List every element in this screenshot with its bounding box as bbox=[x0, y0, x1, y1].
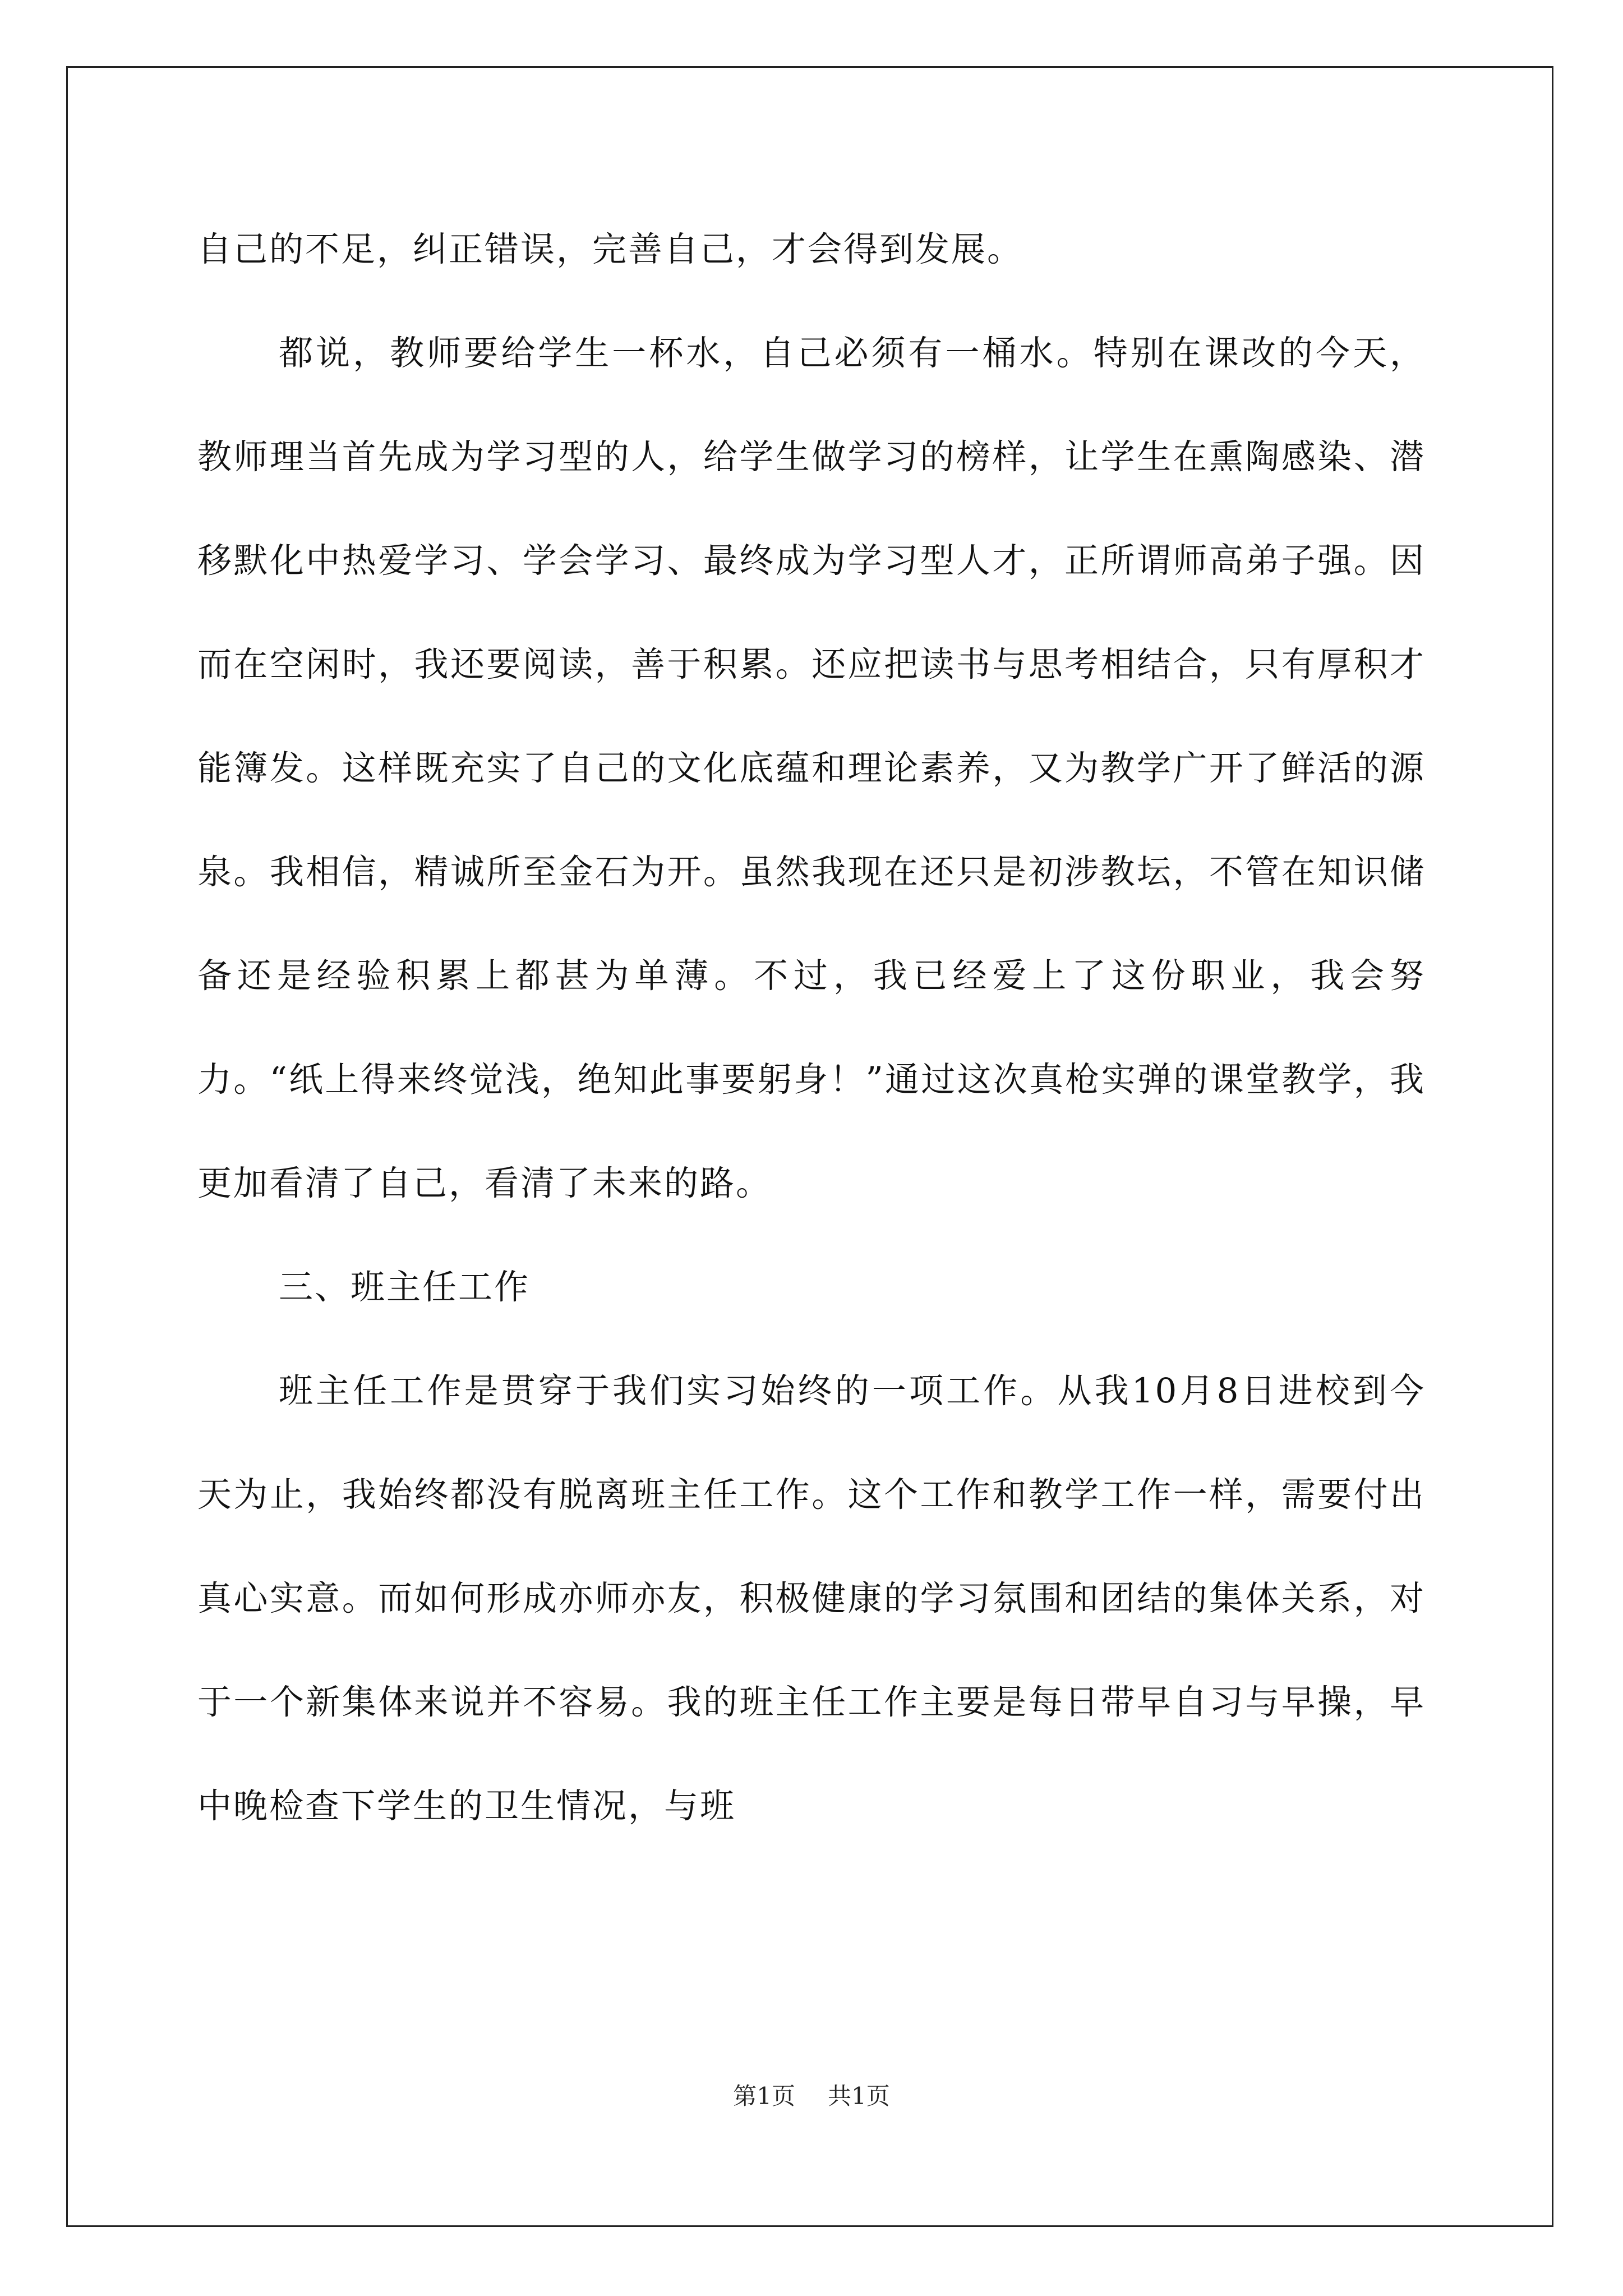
page-number-total: 共1页 bbox=[828, 2082, 890, 2110]
paragraph-teacher-learning: 都说，教师要给学生一杯水，自己必须有一桶水。特别在课改的今天，教师理当首先成为学习型的人，给学生做学习的榜样，让学生在熏陶感染、潜移默化中热爱学习、学会学习、最终成为学习型人才，正所谓师高弟子强。因而在空闲时，我还要阅读，善于积累。还应把读书与思考相结合，只有厚积才能簿发。这样既充实了自己的文化底蕴和理论素养，又为教学广开了鲜活的源泉。我相信，精诚所至金石为开。虽然我现在还只是初涉教坛，不管在知识储备还是经验积累上都甚为单薄。不过，我已经爱上了这份职业，我会努力。“纸上得来终觉浅，绝知此事要躬身！”通过这次真枪实弹的课堂教学，我更加看清了自己，看清了未来的路。 bbox=[197, 333, 1426, 1203]
paragraph-class-teacher-work: 班主任工作是贯穿于我们实习始终的一项工作。从我10月8日进校到今天为止，我始终都没有脱离班主任工作。这个工作和教学工作一样，需要付出真心实意。而如何形成亦师亦友，积极健康的学习氛围和团结的集体关系，对于一个新集体来说并不容易。我的班主任工作主要是每日带早自习与早操，早中晚检查下学生的卫生情况，与班 bbox=[197, 1371, 1426, 1826]
page-number-current: 第1页 bbox=[733, 2082, 795, 2110]
page-footer bbox=[0, 2079, 1623, 2113]
section-heading-class-teacher: 三、班主任工作 bbox=[279, 1267, 531, 1307]
document-body bbox=[197, 197, 1426, 1858]
paragraph-continuation: 自己的不足，纠正错误，完善自己，才会得到发展。 bbox=[197, 229, 1023, 269]
